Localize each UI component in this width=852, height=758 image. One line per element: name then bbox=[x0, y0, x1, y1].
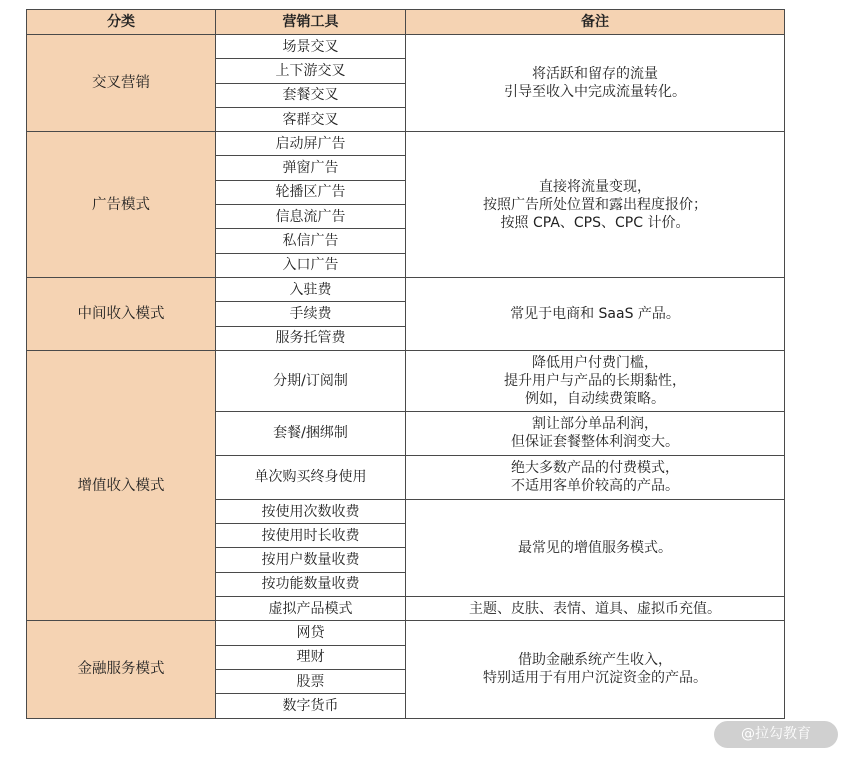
note-cell: 直接将流量变现， 按照广告所处位置和露出程度报价； 按照 CPA、CPS、CPC 计价。 bbox=[406, 132, 785, 278]
tool-cell: 私信广告 bbox=[216, 229, 406, 253]
watermark: @拉勾教育 bbox=[714, 721, 838, 748]
tool-cell: 启动屏广告 bbox=[216, 132, 406, 156]
tool-cell: 按用户数量收费 bbox=[216, 548, 406, 572]
tool-cell: 信息流广告 bbox=[216, 205, 406, 229]
tool-cell: 入驻费 bbox=[216, 277, 406, 301]
tool-cell: 按功能数量收费 bbox=[216, 572, 406, 596]
note-cell: 将活跃和留存的流量 引导至收入中完成流量转化。 bbox=[406, 35, 785, 132]
category-cell: 金融服务模式 bbox=[27, 621, 216, 718]
note-cell: 常见于电商和 SaaS 产品。 bbox=[406, 277, 785, 350]
table-row bbox=[27, 132, 785, 156]
tool-cell: 服务托管费 bbox=[216, 326, 406, 350]
revenue-model-table bbox=[26, 9, 785, 719]
note-cell: 降低用户付费门槛， 提升用户与产品的长期黏性， 例如，自动续费策略。 bbox=[406, 350, 785, 411]
category-cell: 中间收入模式 bbox=[27, 277, 216, 350]
tool-cell: 虚拟产品模式 bbox=[216, 597, 406, 621]
note-cell: 割让部分单品利润， 但保证套餐整体利润变大。 bbox=[406, 411, 785, 455]
tool-cell: 客群交叉 bbox=[216, 107, 406, 131]
tool-cell: 网贷 bbox=[216, 621, 406, 645]
tool-cell: 场景交叉 bbox=[216, 35, 406, 59]
tool-cell: 按使用次数收费 bbox=[216, 499, 406, 523]
tool-cell: 分期/订阅制 bbox=[216, 350, 406, 411]
note-cell: 借助金融系统产生收入， 特别适用于有用户沉淀资金的产品。 bbox=[406, 621, 785, 718]
tool-cell: 手续费 bbox=[216, 302, 406, 326]
header-note: 备注 bbox=[406, 10, 785, 35]
tool-cell: 按使用时长收费 bbox=[216, 524, 406, 548]
tool-cell: 套餐/捆绑制 bbox=[216, 411, 406, 455]
table-row bbox=[27, 350, 785, 411]
tool-cell: 轮播区广告 bbox=[216, 180, 406, 204]
category-cell: 广告模式 bbox=[27, 132, 216, 278]
note-cell: 主题、皮肤、表情、道具、虚拟币充值。 bbox=[406, 597, 785, 621]
table-header-row bbox=[27, 10, 785, 35]
header-tool: 营销工具 bbox=[216, 10, 406, 35]
note-cell: 最常见的增值服务模式。 bbox=[406, 499, 785, 596]
tool-cell: 套餐交叉 bbox=[216, 83, 406, 107]
tool-cell: 上下游交叉 bbox=[216, 59, 406, 83]
table-body bbox=[27, 35, 785, 719]
tool-cell: 理财 bbox=[216, 645, 406, 669]
tool-cell: 入口广告 bbox=[216, 253, 406, 277]
tool-cell: 单次购买终身使用 bbox=[216, 455, 406, 499]
category-cell: 增值收入模式 bbox=[27, 350, 216, 620]
tool-cell: 股票 bbox=[216, 669, 406, 693]
table-row bbox=[27, 621, 785, 645]
table-row bbox=[27, 35, 785, 59]
tool-cell: 数字货币 bbox=[216, 694, 406, 718]
tool-cell: 弹窗广告 bbox=[216, 156, 406, 180]
note-cell: 绝大多数产品的付费模式， 不适用客单价较高的产品。 bbox=[406, 455, 785, 499]
category-cell: 交叉营销 bbox=[27, 35, 216, 132]
table-row bbox=[27, 277, 785, 301]
header-category: 分类 bbox=[27, 10, 216, 35]
